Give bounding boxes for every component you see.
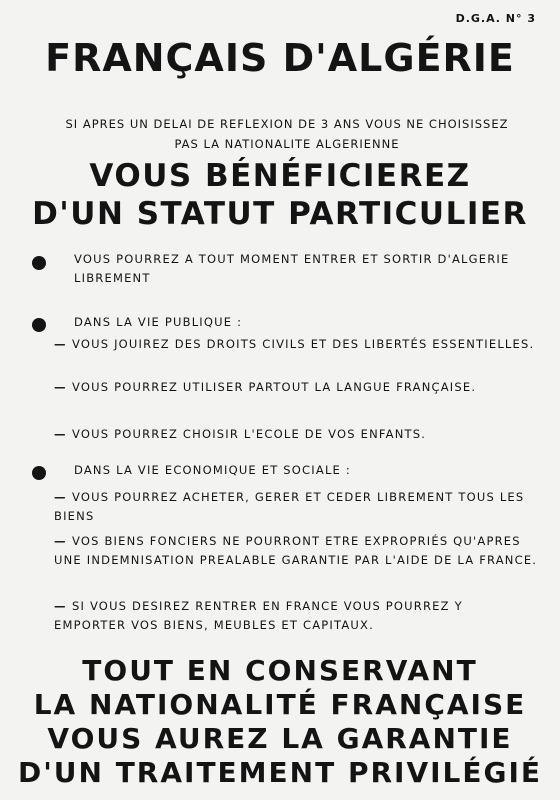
dash-marker: — xyxy=(54,380,67,394)
bullet-icon xyxy=(32,318,46,332)
item-text: VOUS POURREZ ACHETER, GERER ET CEDER LIBREMENT TOUS LES BIENS xyxy=(54,490,525,523)
section-2-item-3 xyxy=(54,425,538,444)
dash-marker: — xyxy=(54,599,67,613)
section-1-text: VOUS POURREZ A TOUT MOMENT ENTRER ET SORTIR D'ALGERIE LIBREMENT xyxy=(74,252,510,285)
headline-line-1: VOUS BÉNÉFICIEREZ xyxy=(89,158,471,194)
section-3-item-2 xyxy=(54,532,538,570)
section-2-item-2 xyxy=(54,378,538,397)
item-text: SI VOUS DESIREZ RENTRER EN FRANCE VOUS POURREZ Y EMPORTER VOS BIENS, MEUBLES ET CAPITAUX. xyxy=(54,599,463,632)
headline-line-2: D'UN STATUT PARTICULIER xyxy=(32,196,528,232)
section-2-item-1 xyxy=(54,335,538,354)
bullet-icon xyxy=(32,256,46,270)
closing-line-3: VOUS AUREZ LA GARANTIE xyxy=(47,722,513,755)
section-2-heading: DANS LA VIE PUBLIQUE : xyxy=(74,315,243,329)
poster-title: FRANÇAIS D'ALGÉRIE xyxy=(45,36,515,80)
section-3-item-3 xyxy=(54,597,538,635)
dash-marker: — xyxy=(54,534,67,548)
poster-reference: D.G.A. N° 3 xyxy=(455,12,536,25)
item-text: VOUS JOUIREZ DES DROITS CIVILS ET DES LIBERTÉS ESSENTIELLES. xyxy=(72,337,535,351)
item-text: VOUS POURREZ CHOISIR L'ECOLE DE VOS ENFANTS. xyxy=(72,427,427,441)
section-3-item-1 xyxy=(54,488,538,526)
section-3-heading: DANS LA VIE ECONOMIQUE ET SOCIALE : xyxy=(74,463,351,477)
item-text: VOUS POURREZ UTILISER PARTOUT LA LANGUE FRANÇAISE. xyxy=(72,380,477,394)
bullet-icon xyxy=(32,466,46,480)
dash-marker: — xyxy=(54,337,67,351)
dash-marker: — xyxy=(54,427,67,441)
closing-line-2: LA NATIONALITÉ FRANÇAISE xyxy=(33,688,527,721)
dash-marker: — xyxy=(54,490,67,504)
closing-line-1: TOUT EN CONSERVANT xyxy=(82,654,478,687)
intro-text: SI APRES UN DELAI DE REFLEXION DE 3 ANS VOUS NE CHOISISSEZ PAS LA NATIONALITE ALGERIENNE xyxy=(65,117,509,151)
closing-line-4: D'UN TRAITEMENT PRIVILÉGIÉ xyxy=(17,756,543,789)
item-text: VOS BIENS FONCIERS NE POURRONT ETRE EXPROPRIÉS QU'APRES UNE INDEMNISATION PREALABLE GARANTIE PAR L'AIDE DE LA FRANCE. xyxy=(54,534,538,567)
